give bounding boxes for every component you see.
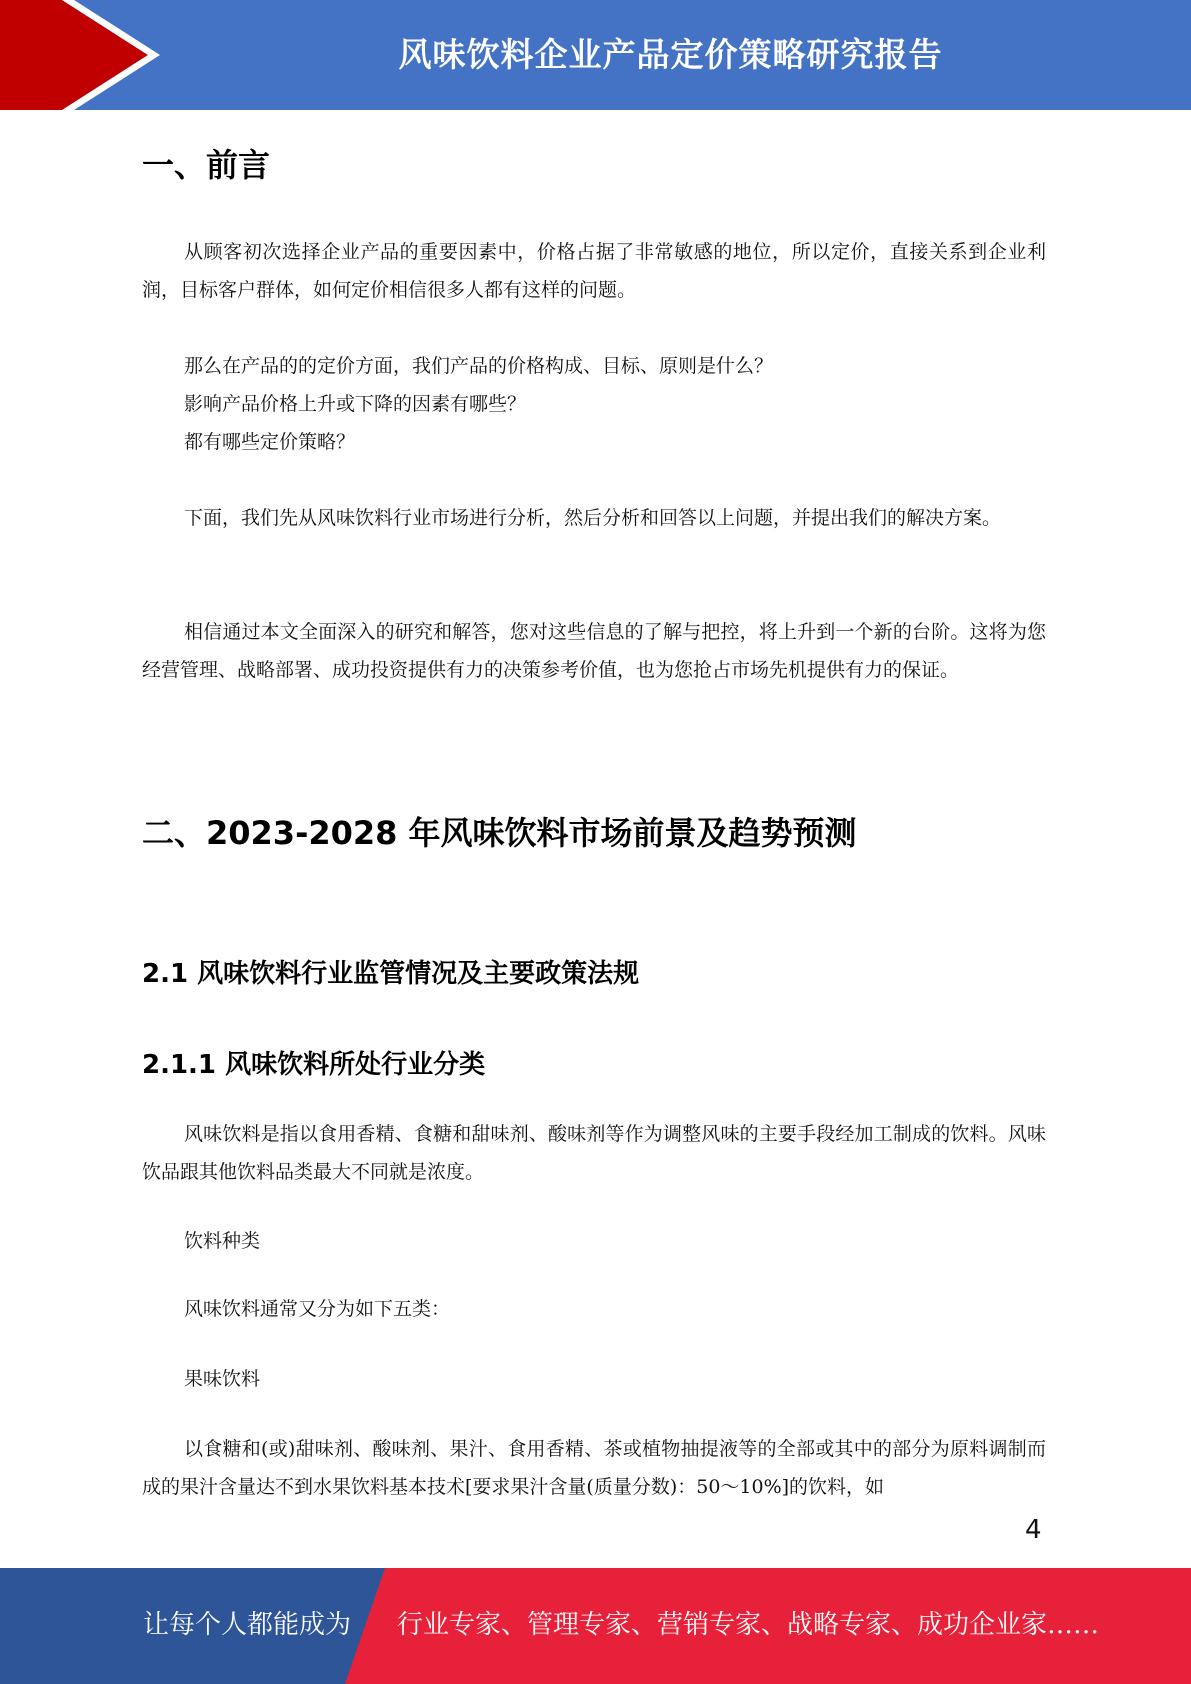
question-3: 都有哪些定价策略？: [184, 431, 356, 453]
fruit-flavor-beverage-label: 果味饮料: [184, 1368, 261, 1390]
five-categories-intro: 风味饮料通常又分为如下五类：: [184, 1298, 451, 1320]
beverage-types-label: 饮料种类: [184, 1230, 261, 1252]
section-1-paragraph-2: 下面，我们先从风味饮料行业市场进行分析，然后分析和回答以上问题，并提出我们的解决方案。: [184, 507, 1002, 529]
header-banner: [0, 0, 1191, 110]
fruit-flavor-definition: 以食糖和(或)甜味剂、酸味剂、果汁、食用香精、茶或植物抽提液等的全部或其中的部分为原料调制而成的果汁含量达不到水果饮料基本技术[要求果汁含量(质量分数)：50～10%]的饮料，如: [142, 1438, 1046, 1498]
page-number: 4: [1025, 1515, 1042, 1545]
question-1: 那么在产品的的定价方面，我们产品的价格构成、目标、原则是什么？: [184, 355, 774, 377]
section-2-1-1-heading: 2.1.1 风味饮料所处行业分类: [142, 1050, 486, 1080]
section-1-heading: 一、前言: [142, 146, 271, 184]
section-1-paragraph-3: 相信通过本文全面深入的研究和解答，您对这些信息的了解与把控，将上升到一个新的台阶。这将为您经营管理、战略部署、成功投资提供有力的决策参考价值，也为您抢占市场先机提供有力的保证。: [142, 621, 1046, 681]
report-title: 风味饮料企业产品定价策略研究报告: [398, 35, 943, 74]
section-2-1-1-paragraph-1: 风味饮料是指以食用香精、食糖和甜味剂、酸味剂等作为调整风味的主要手段经加工制成的饮料。风味饮品跟其他饮料品类最大不同就是浓度。: [142, 1123, 1046, 1183]
section-1-paragraph-1: 从顾客初次选择企业产品的重要因素中，价格占据了非常敏感的地位，所以定价，直接关系到企业利润，目标客户群体，如何定价相信很多人都有这样的问题。: [142, 241, 1046, 301]
footer-slogan-left: 让每个人都能成为: [143, 1610, 352, 1640]
section-2-1-heading: 2.1 风味饮料行业监管情况及主要政策法规: [142, 959, 640, 989]
question-2: 影响产品价格上升或下降的因素有哪些？: [184, 393, 527, 415]
footer-banner: [0, 1568, 1191, 1684]
section-2-heading: 二、2023-2028 年风味饮料市场前景及趋势预测: [142, 814, 857, 852]
footer-slogan-right: 行业专家、管理专家、营销专家、战略专家、成功企业家……: [397, 1610, 1100, 1640]
